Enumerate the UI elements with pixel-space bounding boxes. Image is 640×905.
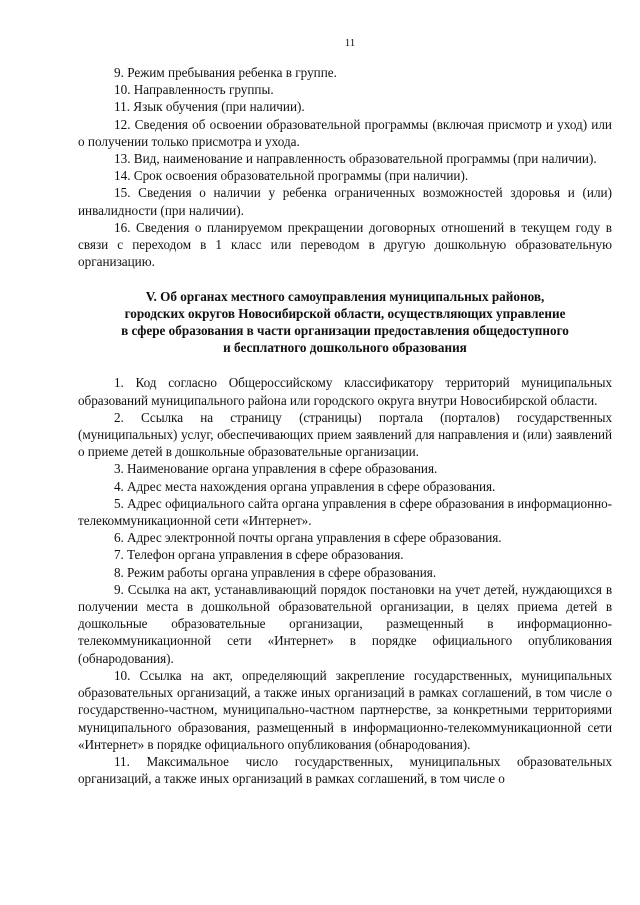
list-item: 12. Сведения об освоении образовательной программы (включая присмотр и уход) или о получении только присмотра и ухода. [78, 116, 612, 149]
list-item: 3. Наименование органа управления в сфере образования. [114, 461, 438, 477]
list-item: 13. Вид, наименование и направленность образовательной программы (при наличии). [114, 151, 597, 167]
list-item: 9. Режим пребывания ребенка в группе. [114, 65, 337, 80]
list-item: 2. Ссылка на страницу (страницы) портала (порталов) государственных (муниципальных) услуг, обеспечивающих прием заявлений для направления и (или) заявлений о приеме детей в дошкольные образовательные организации. [78, 409, 612, 460]
list-item: 9. Ссылка на акт, устанавливающий порядок постановки на учет детей, нуждающихся в получении места в дошкольной образовательной организации, в целях приема детей в дошкольные образовательные организации, размещенный в информационно-телекоммуникационной сети «Интернет» в порядке официального опубликования (обнародования). [78, 581, 612, 666]
list-item: 1. Код согласно Общероссийскому классификатору территорий муниципальных образований муниципального района или городского округа внутри Новосибирской области. [78, 375, 612, 408]
list-item: 16. Сведения о планируемом прекращении договорных отношений в текущем году в связи с переходом в 1 класс или переводом в другую дошкольную образовательную организацию. [78, 219, 612, 270]
list-item: 7. Телефон органа управления в сфере образования. [114, 547, 404, 563]
list-item: 10. Ссылка на акт, определяющий закрепление государственных, муниципальных образовательных организаций, а также иных организаций в рамках соглашений, в том числе о государственно-частном, муниципально-частном партнерстве, за конкретными территориями муниципального образования, размещенный в информационно-телекоммуникационной сети «Интернет» в порядке официального опубликования (обнародования). [78, 667, 612, 752]
section-title-line: V. Об органах местного самоуправления муниципальных районов, [145, 289, 545, 305]
section-items-list [78, 374, 612, 787]
list-item: 8. Режим работы органа управления в сфере образования. [114, 564, 437, 580]
section-title [78, 288, 612, 356]
list-item: 5. Адрес официального сайта органа управления в сфере образования в информационно-телекоммуникационной сети «Интернет». [78, 495, 612, 529]
page-number: 11 [344, 37, 356, 49]
section-title-line: и бесплатного дошкольного образования [223, 340, 467, 356]
list-item: 10. Направленность группы. [114, 82, 274, 98]
section-title-line: в сфере образования в части организации предоставления общедоступного [121, 323, 569, 339]
top-items-list [78, 64, 612, 270]
list-item: 11. Язык обучения (при наличии). [114, 99, 305, 115]
list-item: 11. Максимальное число государственных, муниципальных образовательных организаций, а также иных организаций в рамках соглашений, в том числе о [78, 753, 612, 787]
section-title-line: городских округов Новосибирской области, осуществляющих управление [124, 306, 566, 322]
list-item: 15. Сведения о наличии у ребенка ограниченных возможностей здоровья и (или) инвалидности (при наличии). [78, 185, 612, 218]
list-item: 4. Адрес места нахождения органа управления в сфере образования. [114, 478, 496, 494]
list-item: 6. Адрес электронной почты органа управления в сфере образования. [114, 530, 502, 546]
list-item: 14. Срок освоения образовательной программы (при наличии). [114, 168, 469, 184]
